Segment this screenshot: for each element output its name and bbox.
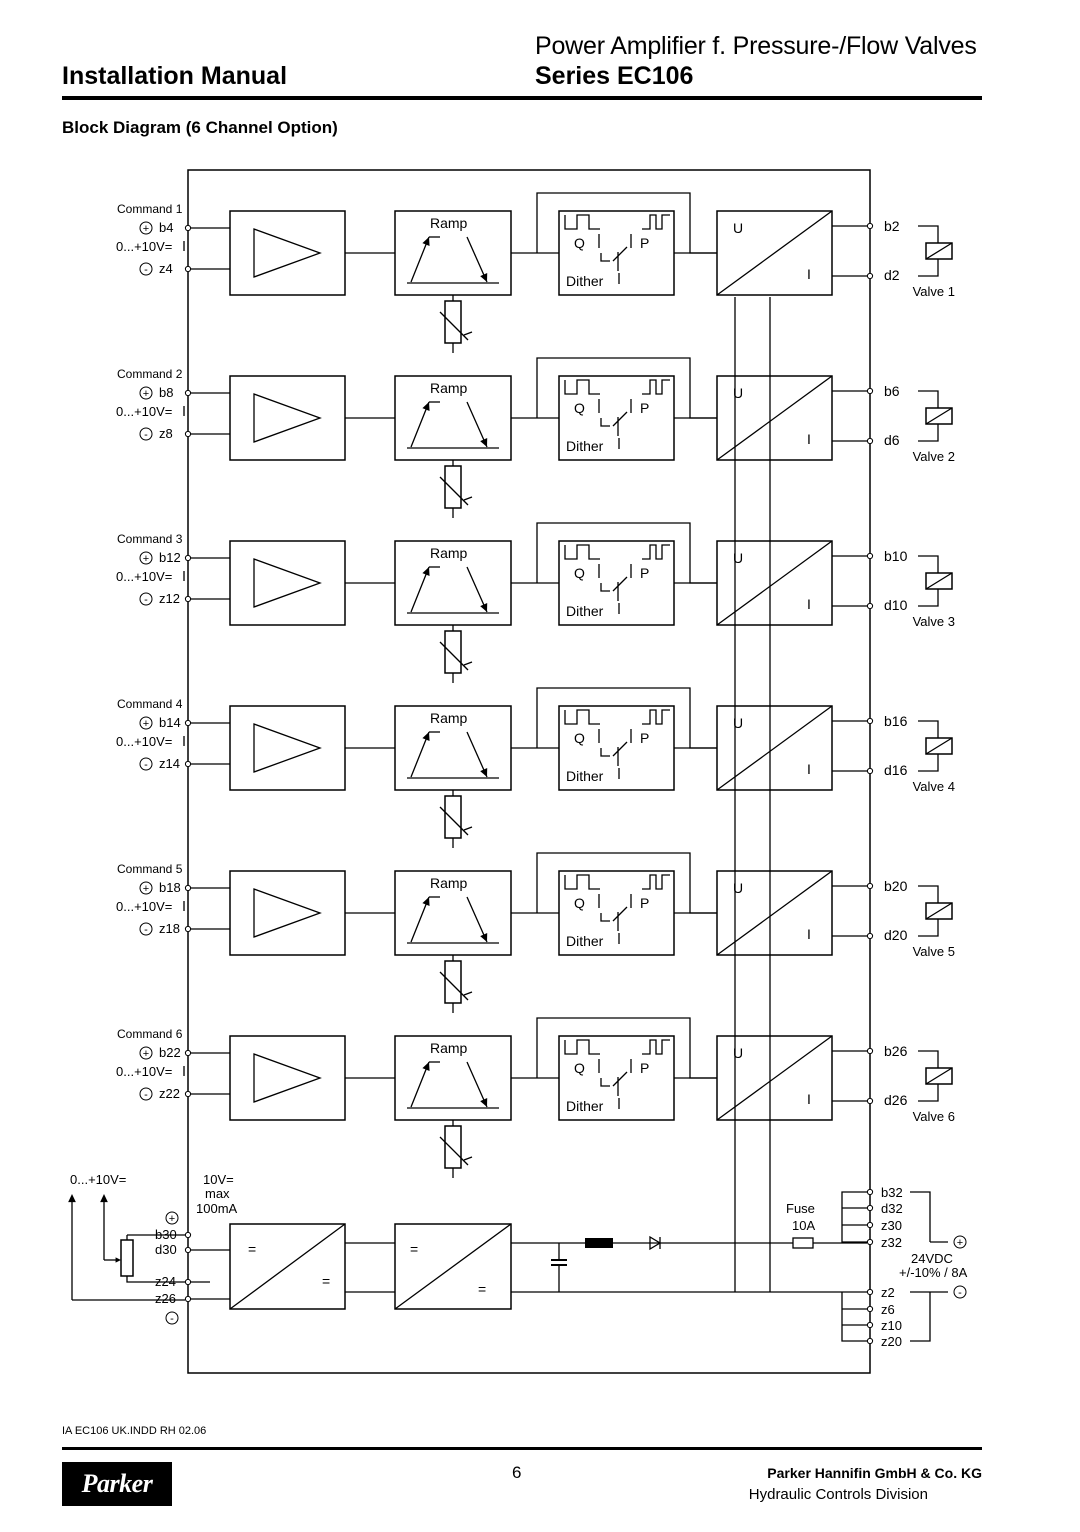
amplifier-triangle-icon <box>254 559 320 607</box>
supply-tolerance-label: +/-10% / 8A <box>899 1265 968 1280</box>
division-name: Hydraulic Controls Division <box>748 1486 928 1503</box>
supply-plus-pin: z32 <box>881 1235 902 1250</box>
input-plus-pin: b14 <box>159 715 181 730</box>
converter-i-label: I <box>807 926 811 942</box>
terminal-pin <box>185 390 190 395</box>
terminal-pin <box>867 933 872 938</box>
power-pin: b30 <box>155 1227 177 1242</box>
terminal-pin <box>867 883 872 888</box>
dither-q-label: Q <box>574 895 585 911</box>
supply-plus-pin: d32 <box>881 1201 903 1216</box>
dither-label: Dither <box>566 1098 604 1114</box>
arrow-head <box>116 1257 121 1262</box>
output-top-pin: b2 <box>884 218 900 234</box>
switch-icon <box>601 907 627 921</box>
terminal-pin <box>867 1338 872 1343</box>
supply-minus-pin: z10 <box>881 1318 902 1333</box>
document-subtitle: Power Amplifier f. Pressure-/Flow Valves <box>535 32 977 60</box>
input-range-label: 0...+10V= <box>116 1064 173 1079</box>
valve-label: Valve 1 <box>912 284 955 299</box>
converter-i-label: I <box>807 596 811 612</box>
terminal-pin <box>185 266 190 271</box>
square-wave-icon <box>565 215 600 229</box>
output-top-pin: b10 <box>884 548 908 564</box>
dither-q-label: Q <box>574 1060 585 1076</box>
valve-lead-top <box>918 556 938 573</box>
output-bottom-pin: d20 <box>884 927 908 943</box>
valve-lead-top <box>918 391 938 408</box>
valve-label: Valve 5 <box>912 944 955 959</box>
series-title: Series EC106 <box>535 62 694 90</box>
terminal-pin <box>867 1306 872 1311</box>
valve-lead-bottom <box>918 919 938 936</box>
command-label: Command 6 <box>117 1027 183 1041</box>
terminal-pin <box>867 1239 872 1244</box>
output-bottom-pin: d26 <box>884 1092 908 1108</box>
input-range-label: 0...+10V= <box>116 239 173 254</box>
ref-range-label: 0...+10V= <box>70 1172 127 1187</box>
ramp-potentiometer <box>445 796 461 838</box>
supply-minus-pin: z2 <box>881 1285 895 1300</box>
terminal-pin <box>867 603 872 608</box>
ramp-potentiometer <box>445 301 461 343</box>
manual-title: Installation Manual <box>62 62 288 90</box>
converter-u-label: U <box>733 880 744 896</box>
input-minus-pin: z8 <box>159 426 173 441</box>
input-minus-pin: z22 <box>159 1086 180 1101</box>
valve-lead-bottom <box>918 424 938 441</box>
converter-equals-label: = <box>248 1241 257 1257</box>
terminal-sign: + <box>168 1213 176 1225</box>
converter-u-label: U <box>733 1045 744 1061</box>
amplifier-block <box>230 1036 345 1120</box>
amplifier-triangle-icon <box>254 724 320 772</box>
terminal-sign: + <box>142 223 150 235</box>
channel-1 <box>116 193 955 353</box>
terminal-sign: - <box>144 594 148 606</box>
converter-i-label: I <box>807 431 811 447</box>
terminal-sign: + <box>142 388 150 400</box>
terminal-pin <box>185 926 190 931</box>
arrow-head <box>100 1194 108 1202</box>
ramp-label: Ramp <box>430 875 468 891</box>
terminal-sign: - <box>144 264 148 276</box>
input-range-label: 0...+10V= <box>116 569 173 584</box>
dither-p-label: P <box>640 895 650 911</box>
converter-i-label: I <box>807 1091 811 1107</box>
terminal-pin <box>867 553 872 558</box>
output-top-pin: b16 <box>884 713 908 729</box>
dither-p-label: P <box>640 400 650 416</box>
ramp-bypass-line <box>537 193 717 253</box>
terminal-pin <box>185 555 190 560</box>
enclosure-frame <box>188 170 870 1373</box>
terminal-pin <box>185 1050 190 1055</box>
amplifier-block <box>230 706 345 790</box>
square-wave-icon <box>565 1040 600 1054</box>
terminal-pin <box>867 1205 872 1210</box>
terminal-sign: + <box>142 718 150 730</box>
ref-spec-label: 10V= <box>203 1172 234 1187</box>
terminal-pin <box>867 438 872 443</box>
company-name: Parker Hannifin GmbH & Co. KG <box>767 1465 982 1481</box>
ramp-bypass-line <box>537 1018 717 1078</box>
terminal-sign: + <box>142 1048 150 1060</box>
terminal-pin <box>867 718 872 723</box>
terminal-pin <box>185 1232 190 1237</box>
dither-label: Dither <box>566 933 604 949</box>
converter-u-label: U <box>733 550 744 566</box>
channel-5 <box>116 853 955 1013</box>
terminal-pin <box>185 720 190 725</box>
command-label: Command 3 <box>117 532 183 546</box>
page-number: 6 <box>512 1463 522 1482</box>
dither-q-label: Q <box>574 235 585 251</box>
terminal-pin <box>185 1091 190 1096</box>
input-range-label: 0...+10V= <box>116 734 173 749</box>
ramp-label: Ramp <box>430 1040 468 1056</box>
terminal-sign: + <box>142 883 150 895</box>
reference-potentiometer <box>121 1240 133 1276</box>
valve-lead-top <box>918 226 938 243</box>
dither-q-label: Q <box>574 730 585 746</box>
fuse-icon <box>793 1238 813 1248</box>
parker-logo <box>62 1462 172 1506</box>
converter-equals-label: = <box>410 1241 419 1257</box>
supply-plus-pin: z30 <box>881 1218 902 1233</box>
terminal-pin <box>185 761 190 766</box>
square-wave-icon <box>565 545 600 559</box>
ramp-potentiometer <box>445 1126 461 1168</box>
valve-lead-bottom <box>918 589 938 606</box>
square-wave-icon <box>565 380 600 394</box>
valve-lead-bottom <box>918 754 938 771</box>
square-wave-icon <box>642 875 670 889</box>
input-range-label: 0...+10V= <box>116 404 173 419</box>
ramp-bypass-line <box>537 853 717 913</box>
channel-6 <box>116 1018 955 1178</box>
terminal-sign: - <box>144 924 148 936</box>
valve-label: Valve 4 <box>912 779 955 794</box>
dither-label: Dither <box>566 768 604 784</box>
supply-voltage-label: 24VDC <box>911 1251 953 1266</box>
terminal-sign: - <box>144 759 148 771</box>
input-minus-pin: z18 <box>159 921 180 936</box>
input-minus-pin: z14 <box>159 756 180 771</box>
terminal-sign: - <box>170 1313 174 1325</box>
square-wave-icon <box>642 710 670 724</box>
switch-icon <box>601 412 627 426</box>
terminal-sign: - <box>144 1089 148 1101</box>
converter-u-label: U <box>733 220 744 236</box>
amplifier-triangle-icon <box>254 889 320 937</box>
terminal-pin <box>185 225 190 230</box>
ramp-potentiometer <box>445 961 461 1003</box>
valve-lead-top <box>918 1051 938 1068</box>
converter-u-label: U <box>733 385 744 401</box>
valve-lead-bottom <box>918 1084 938 1101</box>
switch-icon <box>601 1072 627 1086</box>
amplifier-block <box>230 376 345 460</box>
ramp-label: Ramp <box>430 380 468 396</box>
ref-spec-label: max <box>205 1186 230 1201</box>
output-bottom-pin: d10 <box>884 597 908 613</box>
output-top-pin: b20 <box>884 878 908 894</box>
terminal-pin <box>867 1222 872 1227</box>
input-range-label: 0...+10V= <box>116 899 173 914</box>
power-pin: z26 <box>155 1291 176 1306</box>
terminal-pin <box>867 1322 872 1327</box>
terminal-sign: - <box>144 429 148 441</box>
square-wave-icon <box>642 215 670 229</box>
converter-i-label: I <box>807 761 811 777</box>
valve-label: Valve 6 <box>912 1109 955 1124</box>
command-label: Command 1 <box>117 202 183 216</box>
converter-equals-label: = <box>322 1273 331 1289</box>
amplifier-triangle-icon <box>254 229 320 277</box>
dither-label: Dither <box>566 273 604 289</box>
command-label: Command 4 <box>117 697 183 711</box>
channel-2 <box>116 358 955 518</box>
terminal-pin <box>867 1048 872 1053</box>
input-minus-pin: z4 <box>159 261 173 276</box>
input-plus-pin: b22 <box>159 1045 181 1060</box>
amplifier-block <box>230 541 345 625</box>
terminal-pin <box>185 1296 190 1301</box>
amplifier-triangle-icon <box>254 394 320 442</box>
input-plus-pin: b18 <box>159 880 181 895</box>
amplifier-triangle-icon <box>254 1054 320 1102</box>
dither-p-label: P <box>640 1060 650 1076</box>
valve-lead-top <box>918 721 938 738</box>
square-wave-icon <box>565 875 600 889</box>
dither-q-label: Q <box>574 400 585 416</box>
ramp-bypass-line <box>537 688 717 748</box>
dither-p-label: P <box>640 730 650 746</box>
terminal-pin <box>867 1289 872 1294</box>
amplifier-block <box>230 871 345 955</box>
power-pin: z24 <box>155 1274 176 1289</box>
ramp-label: Ramp <box>430 215 468 231</box>
ramp-bypass-line <box>537 523 717 583</box>
ramp-label: Ramp <box>430 710 468 726</box>
output-bottom-pin: d16 <box>884 762 908 778</box>
input-plus-pin: b12 <box>159 550 181 565</box>
arrow-head <box>68 1194 76 1202</box>
input-plus-pin: b8 <box>159 385 174 400</box>
square-wave-icon <box>642 545 670 559</box>
square-wave-icon <box>642 1040 670 1054</box>
fuse-label: Fuse <box>786 1201 815 1216</box>
ramp-label: Ramp <box>430 545 468 561</box>
valve-label: Valve 2 <box>912 449 955 464</box>
supply-minus-pin: z6 <box>881 1302 895 1317</box>
ref-spec-label: 100mA <box>196 1201 238 1216</box>
converter-u-label: U <box>733 715 744 731</box>
terminal-pin <box>867 768 872 773</box>
dither-label: Dither <box>566 438 604 454</box>
valve-lead-top <box>918 886 938 903</box>
output-top-pin: b26 <box>884 1043 908 1059</box>
dither-label: Dither <box>566 603 604 619</box>
terminal-pin <box>867 1189 872 1194</box>
terminal-pin <box>185 1279 190 1284</box>
power-section <box>68 1172 967 1349</box>
power-pin: d30 <box>155 1242 177 1257</box>
square-wave-icon <box>642 380 670 394</box>
terminal-pin <box>867 223 872 228</box>
input-plus-pin: b4 <box>159 220 174 235</box>
choke-icon <box>585 1238 613 1248</box>
output-bottom-pin: d6 <box>884 432 900 448</box>
switch-icon <box>601 742 627 756</box>
ramp-bypass-line <box>537 358 717 418</box>
output-top-pin: b6 <box>884 383 900 399</box>
output-bottom-pin: d2 <box>884 267 900 283</box>
terminal-pin <box>185 431 190 436</box>
terminal-sign: + <box>142 553 150 565</box>
terminal-pin <box>185 885 190 890</box>
terminal-pin <box>185 596 190 601</box>
command-label: Command 2 <box>117 367 183 381</box>
terminal-pin <box>867 1098 872 1103</box>
switch-icon <box>601 577 627 591</box>
terminal-sign: - <box>958 1287 962 1299</box>
fuse-rating-label: 10A <box>792 1218 816 1233</box>
document-code: IA EC106 UK.INDD RH 02.06 <box>62 1425 207 1437</box>
dither-p-label: P <box>640 235 650 251</box>
square-wave-icon <box>565 710 600 724</box>
dither-p-label: P <box>640 565 650 581</box>
converter-i-label: I <box>807 266 811 282</box>
command-label: Command 5 <box>117 862 183 876</box>
valve-lead-bottom <box>918 259 938 276</box>
parker-logo-text: Parker <box>81 1469 153 1498</box>
terminal-sign: + <box>956 1237 964 1249</box>
converter-equals-label: = <box>478 1281 487 1297</box>
ramp-potentiometer <box>445 631 461 673</box>
dither-q-label: Q <box>574 565 585 581</box>
terminal-pin <box>867 388 872 393</box>
ramp-potentiometer <box>445 466 461 508</box>
valve-label: Valve 3 <box>912 614 955 629</box>
switch-icon <box>601 247 627 261</box>
channel-4 <box>116 688 955 848</box>
input-minus-pin: z12 <box>159 591 180 606</box>
channel-3 <box>116 523 955 683</box>
terminal-pin <box>185 1247 190 1252</box>
amplifier-block <box>230 211 345 295</box>
section-title: Block Diagram (6 Channel Option) <box>62 118 338 137</box>
supply-plus-pin: b32 <box>881 1185 903 1200</box>
supply-minus-pin: z20 <box>881 1334 902 1349</box>
terminal-pin <box>867 273 872 278</box>
footer-rule <box>62 1447 982 1450</box>
